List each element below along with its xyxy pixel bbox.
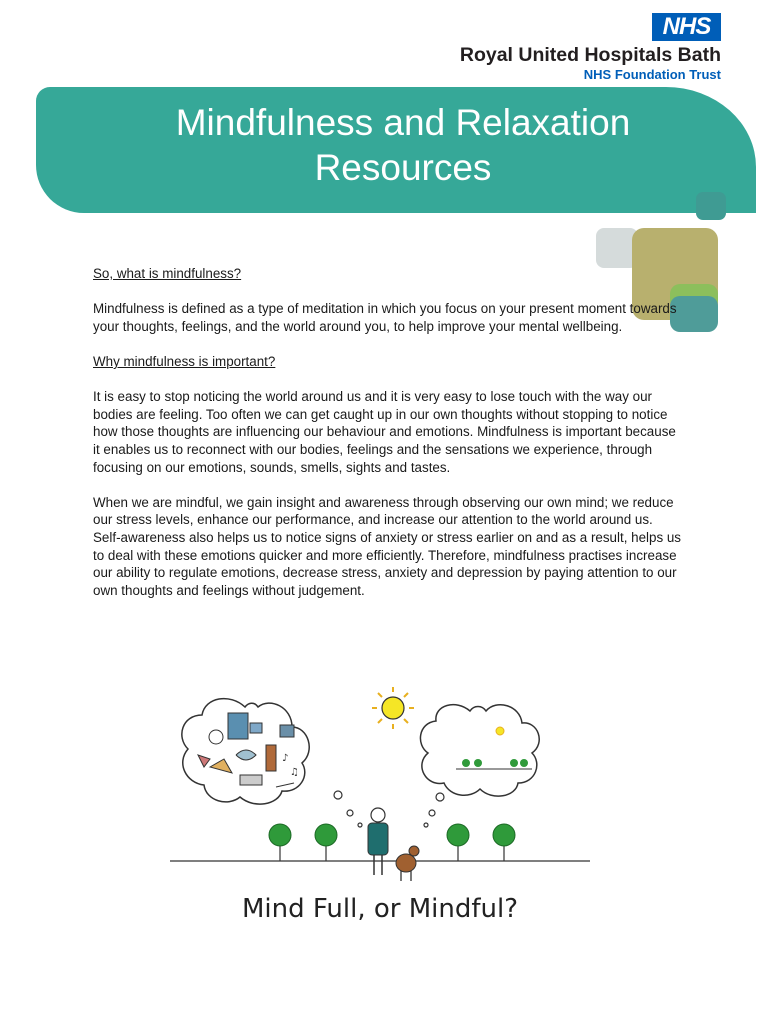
- tree-icon: [315, 824, 337, 861]
- page-title-line-2: Resources: [314, 147, 492, 188]
- svg-text:♪: ♪: [282, 753, 289, 764]
- nhs-logo-badge: NHS: [652, 13, 721, 41]
- paragraph-definition: Mindfulness is defined as a type of meditation in which you focus on your present moment towards your thoughts, feelings, and the world around you, to help improve your mental wellbeing.: [93, 301, 677, 334]
- mind-full-illustration: [170, 675, 590, 940]
- paragraph-benefits: When we are mindful, we gain insight and awareness through observing our own mind; we reduce our stress levels, enhance our performance, and increase our attention to the world around us. Self-awareness also helps us to notice signs of anxiety or stress earlier on and as a result, helps us to deal with these emotions quicker and more efficiently. Therefore, mindfulness practises increase our ability to regulate emotions, decrease stress, anxiety and depression by paying attention to our own thoughts and feelings without judgement.: [93, 494, 682, 598]
- deco-square-grey: [596, 228, 638, 268]
- busy-thought-cloud: [182, 699, 309, 805]
- tree-icon: [269, 824, 291, 861]
- heading-why-important: Why mindfulness is important?: [93, 353, 276, 369]
- organisation-name: Royal United Hospitals Bath: [459, 44, 721, 66]
- page-title-line-1: Mindfulness and Relaxation: [175, 102, 631, 143]
- illustration-caption: Mind Full, or Mindful?: [241, 894, 519, 924]
- body-content: [93, 265, 683, 617]
- sun-icon: [372, 687, 414, 729]
- svg-text:♫: ♫: [290, 767, 299, 778]
- tree-icon: [493, 824, 515, 861]
- nhs-logo-block: [441, 13, 721, 83]
- paragraph-importance: It is easy to stop noticing the world around us and it is very easy to lose touch with the way our bodies are feeling. Too often we can get caught up in our own thoughts without stopping to notice how those thoughts are influencing our behaviour and emotions. Mindfulness is important because it enables us to reconnect with our bodies, feelings and the sensations we experience, through focusing on our emotions, sounds, smells, sights and tastes.: [93, 389, 676, 475]
- calm-thought-cloud: [420, 705, 539, 796]
- organisation-subtitle: NHS Foundation Trust: [583, 67, 721, 82]
- page-title: [36, 100, 768, 190]
- person-icon: [368, 808, 388, 875]
- deco-square-small-teal: [696, 192, 726, 220]
- heading-what-is-mindfulness: So, what is mindfulness?: [93, 266, 242, 281]
- dog-icon: [396, 846, 419, 881]
- tree-icon: [447, 824, 469, 861]
